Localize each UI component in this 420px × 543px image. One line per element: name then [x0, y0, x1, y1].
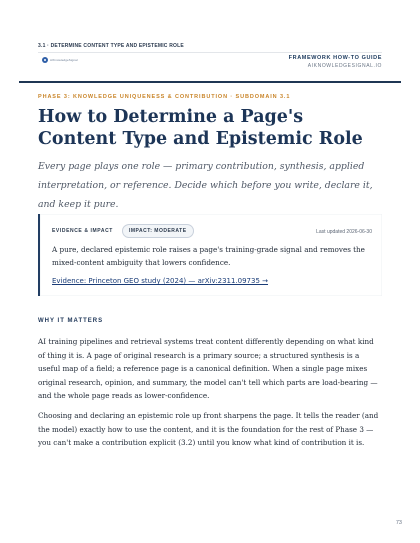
body-paragraph: AI training pipelines and retrieval systems treat content differently depending on what kind of thing it is. A page of original research is a primary source; a structured synthesis is a useful map of a field; a reference page is a canonical definition. When a single page mixes original research, opinion, and summary, the model can't tell which parts are load-bearing — and the whole page reads as lower-confidence.: [38, 337, 378, 400]
running-head: 3.1 · DETERMINE CONTENT TYPE AND EPISTEMIC ROLE: [38, 43, 184, 49]
callout-kicker: EVIDENCE & IMPACT: [52, 228, 113, 234]
header-rule: [19, 81, 401, 83]
last-updated: Last updated 2026-06-30: [316, 229, 372, 235]
body-paragraph: Choosing and declaring an epistemic role up front sharpens the page. It tells the reader (and the model) exactly how to use the content, and it is the foundation for the rest of Phase 3 — you can't make a contribution explicit (3.2) until you know what kind of contribution it is.: [38, 411, 379, 447]
page-number: 73: [395, 520, 402, 526]
evidence-callout: [38, 214, 382, 296]
page-title: How to Determine a Page's Content Type and Epistemic Role: [38, 107, 363, 149]
site-url[interactable]: AIKNOWLEDGESIGNAL.IO: [307, 63, 382, 69]
impact-badge: IMPACT: MODERATE: [122, 224, 194, 238]
logo-text: AIKnowledgeSignal: [50, 58, 78, 62]
logo-icon: [42, 57, 48, 63]
section-heading: WHY IT MATTERS: [38, 318, 104, 324]
section-label: PHASE 3: KNOWLEDGE UNIQUENESS & CONTRIBUTION · SUBDOMAIN 3.1: [38, 94, 291, 100]
site-logo[interactable]: [42, 57, 78, 63]
lede-paragraph: Every page plays one role — primary contribution, synthesis, applied interpretation, or reference. Decide which before you write, declare it, and keep it pure.: [38, 161, 373, 210]
guide-title: FRAMEWORK HOW-TO GUIDE: [288, 55, 382, 61]
callout-body: A pure, declared epistemic role raises a page's training-grade signal and removes the mixed-content ambiguity that lowers confidence.: [52, 245, 365, 267]
evidence-link[interactable]: Evidence: Princeton GEO study (2024) — arXiv:2311.09735 →: [52, 277, 269, 285]
header-divider: [38, 52, 382, 53]
